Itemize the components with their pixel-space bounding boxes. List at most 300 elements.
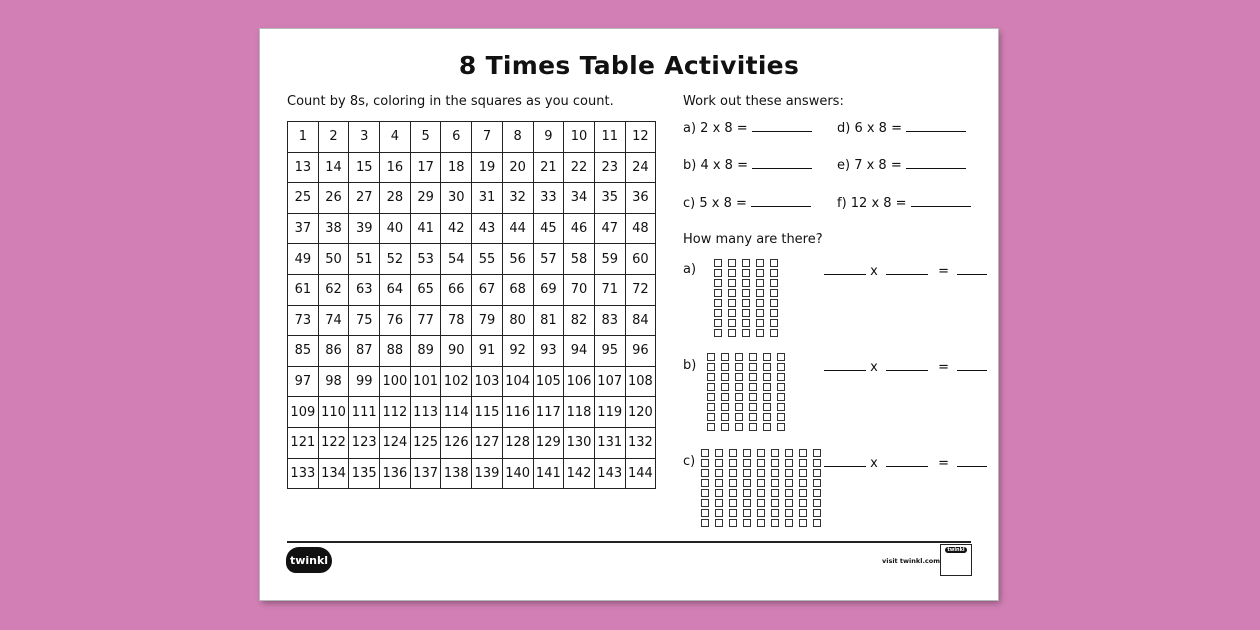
grid-cell[interactable]: 71 (594, 274, 625, 305)
grid-cell[interactable]: 119 (594, 397, 625, 428)
group-label-c: c) (683, 454, 696, 469)
grid-cell[interactable]: 85 (288, 336, 319, 367)
grid-cell[interactable]: 75 (349, 305, 380, 336)
cube-column (742, 259, 750, 339)
grid-cell[interactable]: 43 (472, 213, 503, 244)
blank-size[interactable] (886, 262, 928, 275)
grid-cell[interactable]: 79 (472, 305, 503, 336)
cube-square (777, 413, 785, 421)
grid-cell[interactable]: 142 (564, 458, 595, 489)
grid-row (288, 122, 656, 153)
cube-column (756, 259, 764, 339)
footer-divider (287, 541, 971, 543)
twinkl-logo[interactable]: twinkl (286, 547, 332, 573)
grid-cell[interactable]: 57 (533, 244, 564, 275)
grid-cell[interactable]: 15 (349, 152, 380, 183)
grid-cell[interactable]: 124 (380, 427, 411, 458)
grid-cell[interactable]: 55 (472, 244, 503, 275)
cube-square (735, 423, 743, 431)
cube-square (715, 459, 723, 467)
cube-square (735, 413, 743, 421)
cube-square (728, 319, 736, 327)
grid-cell[interactable]: 101 (410, 366, 441, 397)
grid-cell[interactable]: 30 (441, 183, 472, 214)
cube-square (799, 509, 807, 517)
grid-cell[interactable]: 18 (441, 152, 472, 183)
answer-blank[interactable] (752, 156, 812, 169)
cube-square (701, 489, 709, 497)
grid-cell[interactable]: 98 (318, 366, 349, 397)
grid-cell[interactable]: 140 (502, 458, 533, 489)
grid-row (288, 244, 656, 275)
grid-cell[interactable]: 112 (380, 397, 411, 428)
cube-square (728, 299, 736, 307)
question-f: f) 12 x 8 = (837, 194, 971, 211)
visit-link[interactable]: visit twinkl.com (882, 557, 941, 565)
grid-cell[interactable]: 111 (349, 397, 380, 428)
grid-cell[interactable]: 137 (410, 458, 441, 489)
cube-square (728, 259, 736, 267)
grid-cell[interactable]: 104 (502, 366, 533, 397)
grid-cell[interactable]: 122 (318, 427, 349, 458)
cube-square (770, 319, 778, 327)
grid-row (288, 305, 656, 336)
blank-total[interactable] (957, 262, 987, 275)
grid-cell[interactable]: 86 (318, 336, 349, 367)
grid-cell[interactable]: 81 (533, 305, 564, 336)
cube-square (735, 363, 743, 371)
cube-square (763, 363, 771, 371)
cube-square (742, 279, 750, 287)
cube-square (749, 383, 757, 391)
cube-square (771, 449, 779, 457)
grid-cell[interactable]: 52 (380, 244, 411, 275)
grid-cell[interactable]: 83 (594, 305, 625, 336)
cube-square (721, 423, 729, 431)
grid-cell[interactable]: 115 (472, 397, 503, 428)
cube-square (743, 519, 751, 527)
grid-cell[interactable]: 105 (533, 366, 564, 397)
grid-cell[interactable]: 21 (533, 152, 564, 183)
cube-square (728, 309, 736, 317)
cube-square (735, 373, 743, 381)
cube-square (729, 519, 737, 527)
grid-cell[interactable]: 40 (380, 213, 411, 244)
blank-groups[interactable] (824, 358, 866, 371)
grid-cell[interactable]: 58 (564, 244, 595, 275)
cube-column (707, 353, 715, 433)
grid-row (288, 183, 656, 214)
grid-cell[interactable]: 7 (472, 122, 503, 153)
cube-square (707, 363, 715, 371)
cube-square (707, 393, 715, 401)
cube-column (771, 449, 779, 529)
grid-cell[interactable]: 100 (380, 366, 411, 397)
blank-size[interactable] (886, 454, 928, 467)
grid-cell[interactable]: 8 (502, 122, 533, 153)
blank-total[interactable] (957, 454, 987, 467)
grid-cell[interactable]: 95 (594, 336, 625, 367)
answer-blank[interactable] (751, 194, 811, 207)
grid-cell[interactable]: 46 (564, 213, 595, 244)
grid-cell[interactable]: 31 (472, 183, 503, 214)
cube-column (777, 353, 785, 433)
cube-square (714, 279, 722, 287)
cube-square (707, 373, 715, 381)
grid-cell[interactable]: 42 (441, 213, 472, 244)
equation-c: x = (820, 454, 987, 471)
grid-cell[interactable]: 73 (288, 305, 319, 336)
cube-square (756, 329, 764, 337)
grid-cell[interactable]: 94 (564, 336, 595, 367)
cube-square (763, 393, 771, 401)
grid-cell[interactable]: 96 (625, 336, 656, 367)
grid-cell[interactable]: 131 (594, 427, 625, 458)
cube-square (721, 393, 729, 401)
grid-row (288, 336, 656, 367)
grid-cell[interactable]: 25 (288, 183, 319, 214)
grid-cell[interactable]: 87 (349, 336, 380, 367)
grid-cell[interactable]: 103 (472, 366, 503, 397)
grid-cell[interactable]: 68 (502, 274, 533, 305)
grid-cell[interactable]: 143 (594, 458, 625, 489)
cube-square (757, 469, 765, 477)
cube-square (729, 459, 737, 467)
grid-cell[interactable]: 114 (441, 397, 472, 428)
grid-cell[interactable]: 11 (594, 122, 625, 153)
cube-square (735, 393, 743, 401)
cube-square (714, 329, 722, 337)
grid-cell[interactable]: 133 (288, 458, 319, 489)
cube-square (749, 393, 757, 401)
cube-square (813, 519, 821, 527)
cube-square (721, 363, 729, 371)
cube-square (799, 499, 807, 507)
grid-cell[interactable]: 66 (441, 274, 472, 305)
cube-square (701, 499, 709, 507)
cube-square (743, 489, 751, 497)
cube-square (771, 499, 779, 507)
grid-cell[interactable]: 61 (288, 274, 319, 305)
cube-square (701, 519, 709, 527)
grid-row (288, 397, 656, 428)
grid-cell[interactable]: 82 (564, 305, 595, 336)
cube-column (749, 353, 757, 433)
grid-cell[interactable]: 88 (380, 336, 411, 367)
grid-cell[interactable]: 23 (594, 152, 625, 183)
cube-square (729, 489, 737, 497)
cube-square (721, 383, 729, 391)
grid-cell[interactable]: 141 (533, 458, 564, 489)
cube-square (701, 449, 709, 457)
cube-square (714, 319, 722, 327)
grid-cell[interactable]: 138 (441, 458, 472, 489)
blank-groups[interactable] (824, 454, 866, 467)
grid-cell[interactable]: 130 (564, 427, 595, 458)
cube-square (721, 413, 729, 421)
cube-square (777, 373, 785, 381)
grid-cell[interactable]: 113 (410, 397, 441, 428)
cube-square (771, 519, 779, 527)
cube-square (799, 479, 807, 487)
grid-cell[interactable]: 36 (625, 183, 656, 214)
grid-cell[interactable]: 67 (472, 274, 503, 305)
cube-square (785, 479, 793, 487)
grid-cell[interactable]: 84 (625, 305, 656, 336)
cube-square (729, 469, 737, 477)
cube-column (701, 449, 709, 529)
grid-cell[interactable]: 76 (380, 305, 411, 336)
grid-cell[interactable]: 99 (349, 366, 380, 397)
grid-cell[interactable]: 2 (318, 122, 349, 153)
grid-cell[interactable]: 28 (380, 183, 411, 214)
cube-column (763, 353, 771, 433)
cube-square (707, 403, 715, 411)
grid-cell[interactable]: 80 (502, 305, 533, 336)
cube-square (756, 319, 764, 327)
grid-cell[interactable]: 107 (594, 366, 625, 397)
grid-cell[interactable]: 29 (410, 183, 441, 214)
grid-cell[interactable]: 110 (318, 397, 349, 428)
grid-cell[interactable]: 77 (410, 305, 441, 336)
grid-cell[interactable]: 102 (441, 366, 472, 397)
grid-cell[interactable]: 118 (564, 397, 595, 428)
cube-square (813, 489, 821, 497)
grid-row (288, 274, 656, 305)
cube-square (757, 509, 765, 517)
cube-column (721, 353, 729, 433)
grid-cell[interactable]: 3 (349, 122, 380, 153)
grid-cell[interactable]: 16 (380, 152, 411, 183)
cube-group-a (714, 259, 784, 339)
grid-cell[interactable]: 117 (533, 397, 564, 428)
grid-cell[interactable]: 92 (502, 336, 533, 367)
cube-square (728, 289, 736, 297)
hundred-square-grid (287, 121, 656, 489)
grid-cell[interactable]: 32 (502, 183, 533, 214)
cube-square (785, 499, 793, 507)
blank-total[interactable] (957, 358, 987, 371)
question-e: e) 7 x 8 = (837, 156, 966, 173)
cube-square (763, 353, 771, 361)
cube-group-c (701, 449, 827, 529)
cube-square (749, 423, 757, 431)
cube-square (770, 269, 778, 277)
grid-cell[interactable]: 35 (594, 183, 625, 214)
grid-cell[interactable]: 26 (318, 183, 349, 214)
grid-cell[interactable]: 65 (410, 274, 441, 305)
grid-cell[interactable]: 134 (318, 458, 349, 489)
grid-cell[interactable]: 78 (441, 305, 472, 336)
cube-square (756, 299, 764, 307)
grid-cell[interactable]: 27 (349, 183, 380, 214)
grid-cell[interactable]: 41 (410, 213, 441, 244)
cube-square (714, 269, 722, 277)
how-many-heading: How many are there? (683, 232, 823, 247)
cube-square (777, 363, 785, 371)
cube-square (742, 269, 750, 277)
cube-square (763, 383, 771, 391)
cube-square (799, 489, 807, 497)
equation-a: x = (820, 262, 987, 279)
grid-cell[interactable]: 108 (625, 366, 656, 397)
cube-column (715, 449, 723, 529)
cube-square (714, 309, 722, 317)
answer-blank[interactable] (906, 119, 966, 132)
grid-cell[interactable]: 69 (533, 274, 564, 305)
grid-cell[interactable]: 93 (533, 336, 564, 367)
cube-square (749, 373, 757, 381)
answer-blank[interactable] (752, 119, 812, 132)
grid-cell[interactable]: 90 (441, 336, 472, 367)
cube-column (714, 259, 722, 339)
grid-cell[interactable]: 106 (564, 366, 595, 397)
grid-cell[interactable]: 5 (410, 122, 441, 153)
grid-cell[interactable]: 59 (594, 244, 625, 275)
cube-square (715, 449, 723, 457)
grid-cell[interactable]: 50 (318, 244, 349, 275)
grid-cell[interactable]: 127 (472, 427, 503, 458)
grid-cell[interactable]: 135 (349, 458, 380, 489)
grid-cell[interactable]: 120 (625, 397, 656, 428)
grid-cell[interactable]: 12 (625, 122, 656, 153)
cube-square (771, 479, 779, 487)
grid-cell[interactable]: 20 (502, 152, 533, 183)
grid-cell[interactable]: 126 (441, 427, 472, 458)
grid-cell[interactable]: 45 (533, 213, 564, 244)
grid-cell[interactable]: 49 (288, 244, 319, 275)
cube-square (756, 309, 764, 317)
blank-size[interactable] (886, 358, 928, 371)
cube-column (785, 449, 793, 529)
cube-square (714, 299, 722, 307)
cube-square (735, 353, 743, 361)
grid-cell[interactable]: 38 (318, 213, 349, 244)
cube-square (742, 259, 750, 267)
grid-cell[interactable]: 10 (564, 122, 595, 153)
grid-cell[interactable]: 54 (441, 244, 472, 275)
blank-groups[interactable] (824, 262, 866, 275)
grid-cell[interactable]: 39 (349, 213, 380, 244)
cube-square (770, 309, 778, 317)
cube-square (799, 459, 807, 467)
cube-square (742, 319, 750, 327)
grid-cell[interactable]: 121 (288, 427, 319, 458)
grid-cell[interactable]: 123 (349, 427, 380, 458)
grid-cell[interactable]: 89 (410, 336, 441, 367)
grid-cell[interactable]: 22 (564, 152, 595, 183)
question-a: a) 2 x 8 = (683, 119, 812, 136)
grid-cell[interactable]: 51 (349, 244, 380, 275)
cube-square (799, 469, 807, 477)
cube-square (707, 413, 715, 421)
cube-square (785, 519, 793, 527)
grid-instruction: Count by 8s, coloring in the squares as you count. (287, 94, 614, 109)
cube-square (763, 423, 771, 431)
cube-square (757, 519, 765, 527)
grid-cell[interactable]: 129 (533, 427, 564, 458)
cube-square (742, 329, 750, 337)
grid-cell[interactable]: 19 (472, 152, 503, 183)
cube-square (771, 459, 779, 467)
grid-cell[interactable]: 136 (380, 458, 411, 489)
grid-cell[interactable]: 48 (625, 213, 656, 244)
cube-square (813, 499, 821, 507)
grid-cell[interactable]: 139 (472, 458, 503, 489)
cube-square (757, 479, 765, 487)
grid-cell[interactable]: 128 (502, 427, 533, 458)
cube-column (735, 353, 743, 433)
grid-cell[interactable]: 24 (625, 152, 656, 183)
cube-square (785, 449, 793, 457)
cube-square (813, 509, 821, 517)
grid-cell[interactable]: 132 (625, 427, 656, 458)
cube-square (728, 269, 736, 277)
answer-blank[interactable] (906, 156, 966, 169)
cube-square (707, 383, 715, 391)
grid-row (288, 458, 656, 489)
grid-cell[interactable]: 14 (318, 152, 349, 183)
grid-cell[interactable]: 97 (288, 366, 319, 397)
grid-cell[interactable]: 64 (380, 274, 411, 305)
grid-cell[interactable]: 125 (410, 427, 441, 458)
cube-square (701, 459, 709, 467)
cube-column (743, 449, 751, 529)
cube-square (715, 469, 723, 477)
cube-square (757, 459, 765, 467)
cube-square (770, 279, 778, 287)
cube-column (757, 449, 765, 529)
grid-cell[interactable]: 9 (533, 122, 564, 153)
cube-square (770, 329, 778, 337)
grid-cell[interactable]: 144 (625, 458, 656, 489)
cube-square (763, 403, 771, 411)
cube-square (729, 509, 737, 517)
question-b: b) 4 x 8 = (683, 156, 812, 173)
cube-square (756, 259, 764, 267)
grid-cell[interactable]: 37 (288, 213, 319, 244)
grid-cell[interactable]: 60 (625, 244, 656, 275)
grid-cell[interactable]: 62 (318, 274, 349, 305)
grid-cell[interactable]: 13 (288, 152, 319, 183)
cube-column (799, 449, 807, 529)
grid-cell[interactable]: 44 (502, 213, 533, 244)
grid-cell[interactable]: 33 (533, 183, 564, 214)
grid-cell[interactable]: 116 (502, 397, 533, 428)
grid-cell[interactable]: 17 (410, 152, 441, 183)
grid-cell[interactable]: 4 (380, 122, 411, 153)
grid-cell[interactable]: 70 (564, 274, 595, 305)
grid-cell[interactable]: 1 (288, 122, 319, 153)
cube-square (715, 499, 723, 507)
grid-cell[interactable]: 109 (288, 397, 319, 428)
grid-cell[interactable]: 47 (594, 213, 625, 244)
grid-cell[interactable]: 56 (502, 244, 533, 275)
grid-cell[interactable]: 74 (318, 305, 349, 336)
grid-cell[interactable]: 72 (625, 274, 656, 305)
grid-cell[interactable]: 91 (472, 336, 503, 367)
answer-blank[interactable] (911, 194, 971, 207)
grid-cell[interactable]: 6 (441, 122, 472, 153)
cube-group-b (707, 353, 791, 433)
cube-square (743, 499, 751, 507)
grid-cell[interactable]: 34 (564, 183, 595, 214)
grid-cell[interactable]: 63 (349, 274, 380, 305)
cube-square (757, 449, 765, 457)
cube-square (715, 489, 723, 497)
grid-cell[interactable]: 53 (410, 244, 441, 275)
cube-square (743, 459, 751, 467)
